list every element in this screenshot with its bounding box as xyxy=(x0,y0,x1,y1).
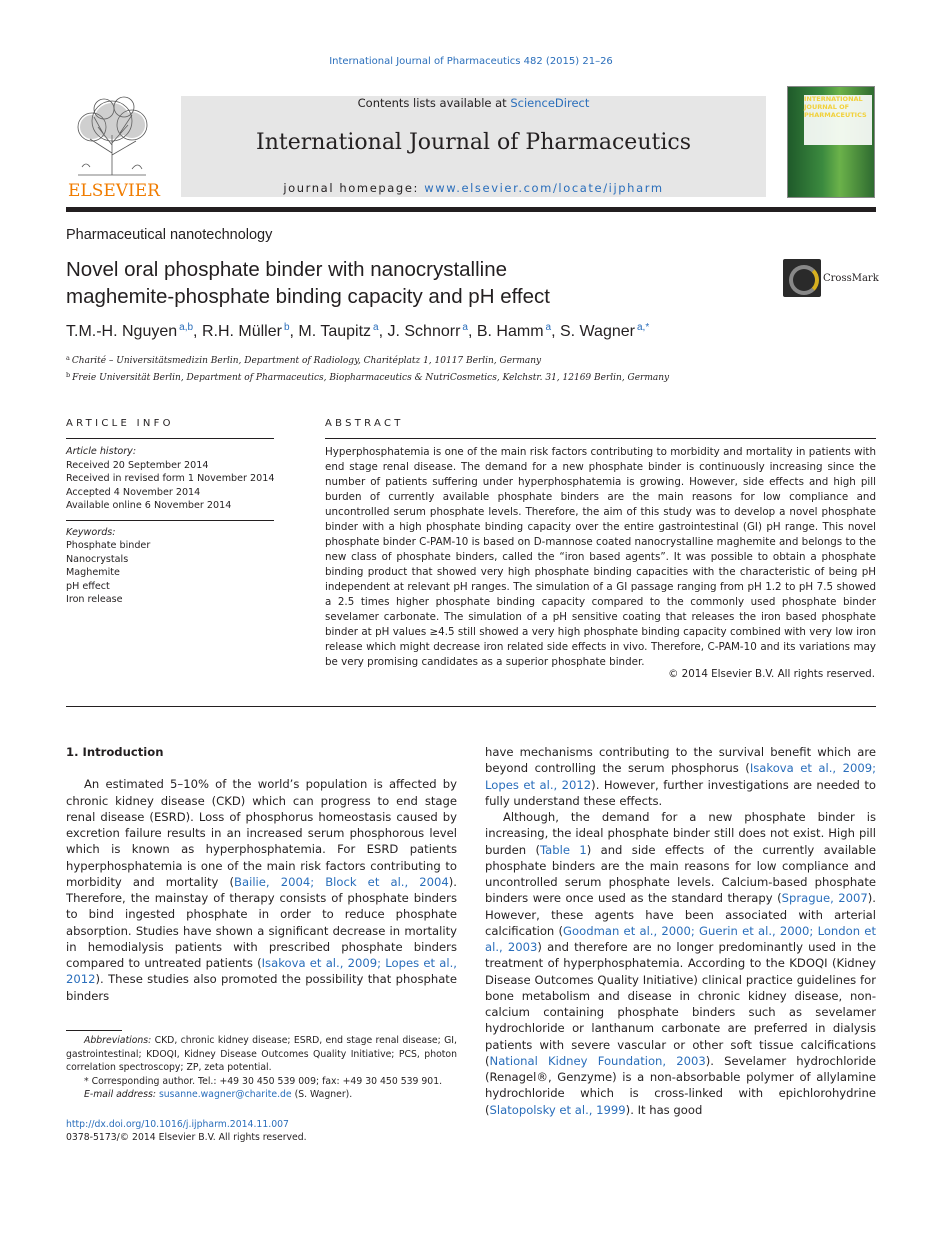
title-line-1: Novel oral phosphate binder with nanocrystalline xyxy=(66,258,508,281)
author-affiliation-mark[interactable]: a xyxy=(373,322,379,333)
issn-line: 0378-5173/© 2014 Elsevier B.V. All rights reserved. xyxy=(66,1132,307,1143)
author-name: J. Schnorr xyxy=(387,323,461,340)
keyword: Phosphate binder xyxy=(66,540,151,551)
crossmark-badge[interactable] xyxy=(783,259,879,299)
abbreviations-footnote: Abbreviations: CKD, chronic kidney disease; ESRD, end stage renal disease; GI, gastrointestinal; KDOQI, Kidney Disease Outcomes Quality Initiative; PCS, photon correlation spectroscopy; ZP, zeta potential. xyxy=(66,1035,457,1073)
contents-line: Contents lists available at ScienceDirect xyxy=(357,96,590,110)
doi-link[interactable]: http://dx.doi.org/10.1016/j.ijpharm.2014.11.007 xyxy=(66,1119,289,1130)
author-list: T.M.-H. Nguyen $^{a,b}$, R.H. Müller $^b$, M. Taupitz $^a$, J. Schnorr $^a$, B. Hamm $^a$, S. Wagner $^{a,*}$ xyxy=(66,322,650,340)
author-name: M. Taupitz xyxy=(298,323,372,340)
keyword: Maghemite xyxy=(66,567,120,578)
history-item: Received in revised form 1 November 2014 xyxy=(66,473,275,484)
citation-link[interactable]: Isakova et al., 2009; Lopes et al., 2012 xyxy=(66,956,457,987)
publisher-name: ELSEVIER xyxy=(68,181,160,201)
abstract-text: Hyperphosphatemia is one of the main risk factors contributing to morbidity and mortality in patients with end stage renal disease. The demand for a new phosphate binder is continuously increasing since the number of patients suffering under hyperphosphatemia is growing. However, side effects and high pill burden of currently available phosphate binders are the main reasons for low compliance and uncontrolled serum phosphate levels. Therefore, the aim of this study was to develop a novel phosphate binder with a high phosphate binding capacity over the entire gastrointestinal (GI) pH range. This novel phosphate binder C-PAM-10 is based on D-mannose coated nanocrystalline maghemite and belongs to the new class of phosphate binders, called the “iron based agents”. It was possible to obtain a phosphate binding product that showed very high phosphate binding capacities with the characteristic of being pH independent at relevant pH ranges. The simulation of a GI passage ranging from pH 1.2 to pH 7.5 showed a 2.5 times higher phosphate binding capacity compared to the commonly used phosphate binder sevelamer carbonate. The simulation of a pH sensitive coating that releases the iron based phosphate binder at pH values ≥4.5 still showed a very high phosphate binding capacity combined with very low iron release which might decrease iron related side effects in vivo. Therefore, C-PAM-10 and its variations may be very promising candidates as a superior phosphate binder. xyxy=(325,446,876,668)
abstract-rule xyxy=(325,438,876,439)
citation-link[interactable]: Bailie, 2004; Block et al., 2004 xyxy=(234,874,449,889)
article-info-heading: ARTICLE INFO xyxy=(66,418,174,429)
intro-paragraph: have mechanisms contributing to the survival benefit which are beyond controlling the serum phosphorus (Isakova et al., 2009; Lopes et al., 2012). However, further investigations are needed to fully understand these effects. xyxy=(485,745,876,808)
author-name: T.M.-H. Nguyen xyxy=(66,323,178,340)
abstract-heading: ABSTRACT xyxy=(325,418,404,429)
history-label: Article history: xyxy=(66,446,137,457)
citation-link[interactable]: Isakova et al., 2009; Lopes et al., 2012 xyxy=(485,761,876,792)
citation-link[interactable]: Goodman et al., 2000; Guerin et al., 2000; London et al., 2003 xyxy=(485,923,876,954)
affiliation: $^a$ Charité – Universitätsmedizin Berlin, Department of Radiology, Charitéplatz 1, 10117 Berlin, Germany xyxy=(66,354,542,366)
keyword: Nanocrystals xyxy=(66,553,129,565)
author-affiliation-mark[interactable]: a,* xyxy=(636,322,650,333)
elsevier-logo xyxy=(66,95,158,199)
keywords-rule xyxy=(66,520,274,521)
author-affiliation-mark[interactable]: a xyxy=(545,322,552,333)
sciencedirect-link[interactable]: ScienceDirect xyxy=(510,96,590,110)
intro-paragraph: An estimated 5–10% of the world’s population is affected by chronic kidney disease (CKD) which can progress to end stage renal disease (ESRD). Loss of phosphorus homeostasis caused by excretion failure results in an increased serum phosphorous level which is known as hyperphosphatemia. For ESRD patients hyperphosphatemia is one of the main risk factors contributing to morbidity and mortality (Bailie, 2004; Block et al., 2004). Therefore, the mainstay of therapy consists of phosphate binders to bind ingested phosphate in order to reduce phosphate absorption. Studies have shown a significant decrease in mortality in hemodialysis patients with prescribed phosphate binders compared to untreated patients (Isakova et al., 2009; Lopes et al., 2012). These studies also promoted the possibility that phosphate binders xyxy=(66,777,457,1003)
author-affiliation-mark[interactable]: b xyxy=(283,322,290,333)
email-footnote: E-mail address: susanne.wagner@charite.de (S. Wagner). xyxy=(84,1089,353,1100)
elsevier-tree-icon xyxy=(68,95,156,177)
author-name: B. Hamm xyxy=(476,323,544,340)
journal-cover-thumbnail xyxy=(787,86,875,198)
section-label: Pharmaceutical nanotechnology xyxy=(66,227,273,243)
citation-link[interactable]: Table 1 xyxy=(540,842,587,857)
citation-link[interactable]: Slatopolsky et al., 1999 xyxy=(489,1102,626,1117)
homepage-line: journal homepage: www.elsevier.com/locate/ijpharm xyxy=(283,181,664,195)
header-divider xyxy=(66,207,876,212)
history-item: Accepted 4 November 2014 xyxy=(66,486,201,498)
footnote-rule xyxy=(66,1030,122,1031)
journal-title: International Journal of Pharmaceutics xyxy=(256,130,691,155)
affiliation: $^b$ Freie Universität Berlin, Department of Pharmaceutics, Biopharmaceutics & NutriCosmetics, Kelchstr. 31, 12169 Berlin, Germany xyxy=(66,370,670,383)
abstract-copyright: © 2014 Elsevier B.V. All rights reserved. xyxy=(668,668,875,680)
author-name: S. Wagner xyxy=(559,323,635,340)
history-list xyxy=(66,459,274,513)
keyword: pH effect xyxy=(66,580,110,592)
body-column-right xyxy=(485,744,876,1118)
email-link[interactable]: susanne.wagner@charite.de xyxy=(158,1089,292,1100)
crossmark-icon xyxy=(783,259,821,297)
citation-link[interactable]: National Kidney Foundation, 2003 xyxy=(489,1053,706,1068)
doi-block xyxy=(66,1118,307,1144)
body-column-left xyxy=(66,744,457,1004)
intro-paragraph: Although, the demand for a new phosphate binder is increasing, the ideal phosphate binder still does not exist. High pill burden (Table 1) and side effects of the currently available phosphate binders are the main reasons for low compliance and uncontrolled serum phosphate levels. Calcium-based phosphate binders were once used as the standard therapy (Sprague, 2007). However, these agents have been associated with arterial calcification (Goodman et al., 2000; Guerin et al., 2000; London et al., 2003) and therefore are no longer predominantly used in the treatment of hyperphosphatemia. According to the KDOQI (Kidney Disease Outcomes Quality Initiative) clinical practice guidelines for bone metabolism and disease in chronic kidney disease, non-calcium containing phosphate binders such as sevelamer hydrochloride or lanthanum carbonate are preferred in dialysis patients with severe vascular or other soft tissue calcifications (National Kidney Foundation, 2003). Sevelamer hydrochloride (Renagel®, Genzyme) is a non-absorbable polymer of allylamine hydrochloride which is cross-linked with epichlorohydrine (Slatopolsky et al., 1999). It has good xyxy=(485,810,876,1117)
article-info-rule xyxy=(66,438,274,439)
cover-title: INTERNATIONAL JOURNAL OF PHARMACEUTICS xyxy=(804,95,867,119)
author-affiliation-mark[interactable]: a xyxy=(462,322,468,333)
homepage-link[interactable]: www.elsevier.com/locate/ijpharm xyxy=(424,181,664,195)
affiliations xyxy=(66,352,669,385)
history-item: Available online 6 November 2014 xyxy=(66,500,232,511)
corresponding-author-footnote: * Corresponding author. Tel.: +49 30 450 539 009; fax: +49 30 450 539 901. xyxy=(84,1075,443,1087)
author-name: R.H. Müller xyxy=(201,323,282,340)
journal-header xyxy=(181,96,766,197)
keywords-label: Keywords: xyxy=(66,526,116,538)
article-title xyxy=(66,256,716,310)
article-info xyxy=(66,445,274,607)
keyword-list xyxy=(66,539,274,607)
abstract-bottom-rule xyxy=(66,706,876,707)
introduction-heading: 1. Introduction xyxy=(66,745,164,759)
journal-reference[interactable]: International Journal of Pharmaceutics 482 (2015) 21–26 xyxy=(329,56,613,67)
footnotes xyxy=(66,1034,457,1102)
title-line-2: maghemite-phosphate binding capacity and pH effect xyxy=(66,285,550,308)
history-item: Received 20 September 2014 xyxy=(66,459,209,471)
author-affiliation-mark[interactable]: a,b xyxy=(179,322,194,333)
keyword: Iron release xyxy=(66,594,123,605)
citation-link[interactable]: Sprague, 2007 xyxy=(781,891,868,906)
crossmark-label: CrossMark xyxy=(823,273,879,284)
